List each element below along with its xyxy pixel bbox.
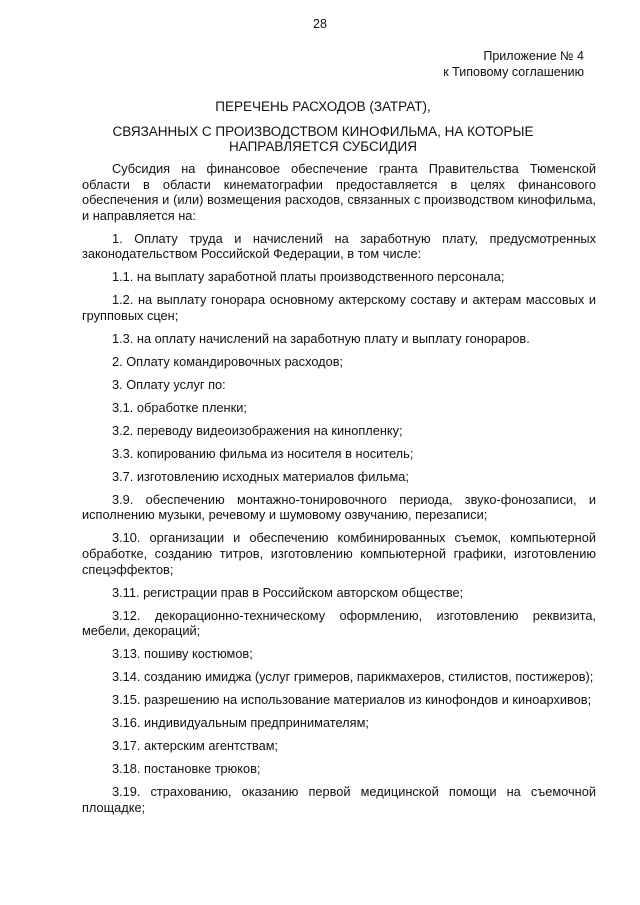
list-item-3-10: 3.10. организации и обеспечению комбинированных съемок, компьютерной обработке, созданию титров, изготовлению компьютерной графики, изготовлению спецэффектов;	[82, 530, 596, 577]
list-item-1-3: 1.3. на оплату начислений на заработную плату и выплату гонораров.	[112, 330, 530, 346]
list-item-1-1: 1.1. на выплату заработной платы производственного персонала;	[112, 269, 505, 285]
list-item-3-15: 3.15. разрешению на использование материалов из кинофондов и киноархивов;	[112, 692, 592, 708]
list-item-1-2: 1.2. на выплату гонорара основному актерскому составу и актерам массовых и групповых сцен;	[82, 292, 596, 323]
list-item-3-19: 3.19. страхованию, оказанию первой медицинской помощи на съемочной площадке;	[82, 784, 596, 815]
list-item-3-7: 3.7. изготовлению исходных материалов фильма;	[112, 468, 409, 484]
list-item-3-16: 3.16. индивидуальным предпринимателям;	[112, 715, 369, 731]
document-title-line-1: ПЕРЕЧЕНЬ РАСХОДОВ (ЗАТРАТ),	[215, 99, 431, 114]
list-item-3-17: 3.17. актерским агентствам;	[112, 738, 279, 754]
paragraph-intro: Субсидия на финансовое обеспечение гранта Правительства Тюменской области в области кинематографии предоставляется в целях финансового обеспечения и (или) возмещения расходов, связанных с производством кинофильма, и направляется на:	[82, 161, 596, 223]
list-item-3-14: 3.14. созданию имиджа (услуг гримеров, парикмахеров, стилистов, постижеров);	[112, 669, 594, 685]
list-item-1: 1. Оплату труда и начислений на заработную плату, предусмотренных законодательством Российской Федерации, в том числе:	[82, 230, 596, 262]
list-item-3-9: 3.9. обеспечению монтажно-тонировочного периода, звуко-фонозаписи, и исполнению музыки, речевому и шумовому озвучанию, перезаписи;	[82, 491, 596, 523]
list-item-3-3: 3.3. копированию фильма из носителя в носитель;	[112, 445, 414, 461]
list-item-3-11: 3.11. регистрации прав в Российском авторском обществе;	[112, 584, 464, 600]
page-number: 28	[313, 17, 327, 31]
appendix-note	[443, 48, 584, 80]
list-item-3: 3. Оплату услуг по:	[112, 376, 226, 392]
list-item-3-2: 3.2. переводу видеоизображения на кинопленку;	[112, 422, 403, 438]
list-item-3-13: 3.13. пошиву костюмов;	[112, 646, 253, 662]
list-item-3-18: 3.18. постановке трюков;	[112, 761, 261, 777]
document-title-line-2: СВЯЗАННЫХ С ПРОИЗВОДСТВОМ КИНОФИЛЬМА, НА КОТОРЫЕ НАПРАВЛЯЕТСЯ СУБСИДИЯ	[112, 124, 534, 154]
document-body	[82, 161, 596, 823]
appendix-line-1: Приложение № 4	[483, 49, 584, 63]
list-item-2: 2. Оплату командировочных расходов;	[112, 353, 344, 369]
appendix-line-2: к Типовому соглашению	[443, 65, 584, 79]
list-item-3-12: 3.12. декорационно-техническому оформлению, изготовлению реквизита, мебели, декораций;	[82, 607, 596, 639]
list-item-3-1: 3.1. обработке пленки;	[112, 399, 247, 415]
